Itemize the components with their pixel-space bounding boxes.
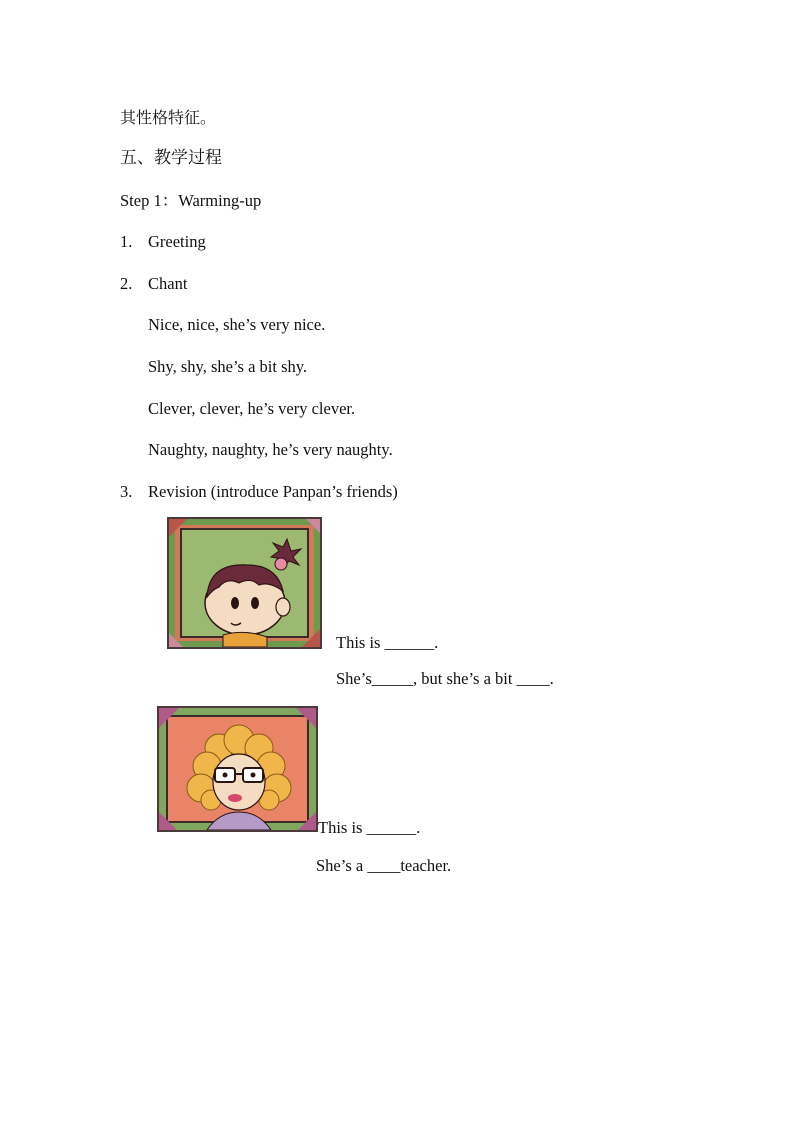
chant-line: Nice, nice, she’s very nice. — [148, 315, 326, 334]
list-item-revision: Revision (introduce Panpan’s friends) — [148, 482, 398, 501]
exercise-teacher-line: She’s a ____teacher. — [316, 856, 452, 875]
list-item-number: 2. — [120, 274, 133, 293]
intro-tail-text: 其性格特征。 — [120, 108, 217, 127]
step-heading: Step 1：Warming-up — [120, 191, 262, 210]
section-heading: 五、教学过程 — [120, 148, 222, 168]
girl-illustration — [167, 517, 322, 649]
girl-cartoon-icon — [169, 519, 320, 647]
exercise-this-is-line: This is ______. — [318, 818, 421, 837]
list-item-number: 1. — [120, 232, 133, 251]
chant-line: Naughty, naughty, he’s very naughty. — [148, 440, 393, 459]
chant-line: Clever, clever, he’s very clever. — [148, 399, 356, 418]
teacher-cartoon-icon — [159, 708, 316, 830]
list-item-chant: Chant — [148, 274, 188, 293]
chant-line: Shy, shy, she’s a bit shy. — [148, 357, 308, 376]
list-item-number: 3. — [120, 482, 133, 501]
list-item-greeting: Greeting — [148, 232, 206, 251]
teacher-illustration — [157, 706, 318, 832]
exercise-shes-line: She’s_____, but she’s a bit ____. — [336, 669, 554, 688]
exercise-this-is-line: This is ______. — [336, 633, 439, 652]
